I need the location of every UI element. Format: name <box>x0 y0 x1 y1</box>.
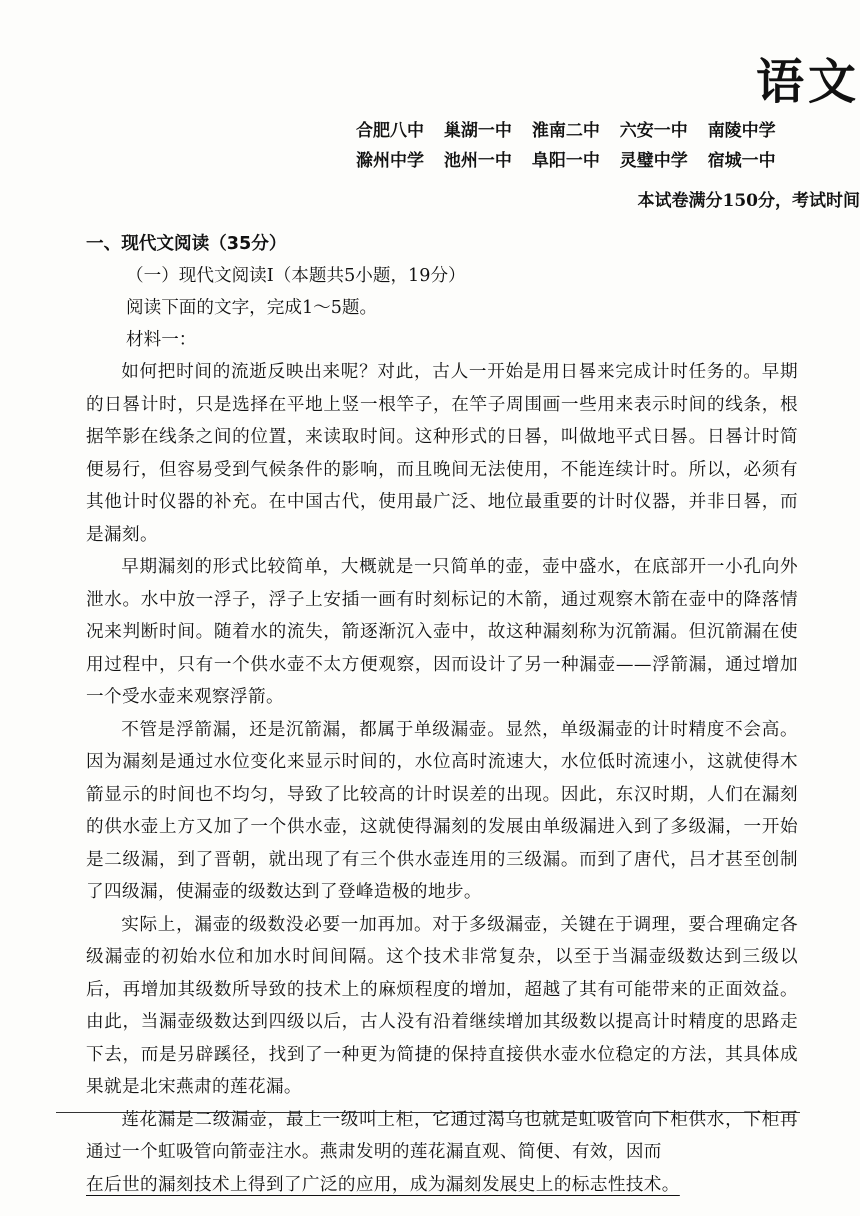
paragraph: 不管是浮箭漏，还是沉箭漏，都属于单级漏壶。显然，单级漏壶的计时精度不会高。因为漏刻是通过水位变化来显示时间的，水位高时流速大，水位低时流速小，这就使得木箭显示的时间也不均匀，导致了比较高的计时误差的出现。因此，东汉时期，人们在漏刻的供水壶上方又加了一个供水壶，这就使得漏刻的发展由单级漏进入到了多级漏，一开始是二级漏，到了晋朝，就出现了有三个供水壶连用的三级漏。而到了唐代，吕才甚至创制了四级漏，使漏壶的级数达到了登峰造极的地步。 <box>86 719 798 902</box>
reading-section <box>86 228 798 1201</box>
school-name: 滁州中学 <box>356 151 424 171</box>
paragraph: 莲花漏是二级漏壶，最上一级叫上柜，它通过渴乌也就是虹吸管向下柜供水，下柜再通过一个虹吸管向箭壶注水。燕肃发明的莲花漏直观、简便、有效，因而 <box>86 1109 798 1162</box>
section-heading: 一、现代文阅读（35分） <box>86 234 287 254</box>
subject-title: 语文 <box>755 54 860 110</box>
school-name: 灵璧中学 <box>619 151 688 171</box>
school-name: 阜阳一中 <box>531 151 600 171</box>
school-name: 南陵中学 <box>707 121 776 141</box>
school-row-1 <box>356 116 860 146</box>
school-row-2 <box>356 146 860 176</box>
school-name: 池州一中 <box>443 151 512 171</box>
subsection-heading: （一）现代文阅读Ⅰ（本题共5小题，19分） <box>126 266 466 286</box>
paragraph: 如何把时间的流逝反映出来呢？对此，古人一开始是用日晷来完成计时任务的。早期的日晷计时，只是选择在平地上竖一根竿子，在竿子周围画一些用来表示时间的线条，根据竿影在线条之间的位置，来读取时间。这种形式的日晷，叫做地平式日晷。日晷计时简便易行，但容易受到气候条件的影响，而且晚间无法使用，不能连续计时。所以，必须有其他计时仪器的补充。在中国古代，使用最广泛、地位最重要的计时仪器，并非日晷，而是漏刻。 <box>86 362 798 545</box>
material-label: 材料一： <box>126 330 197 350</box>
paragraph: 早期漏刻的形式比较简单，大概就是一只简单的壶，壶中盛水，在底部开一小孔向外泄水。水中放一浮子，浮子上安插一画有时刻标记的木箭，通过观察木箭在壶中的降落情况来判断时间。随着水的流失，箭逐渐沉入壶中，故这种漏刻称为沉箭漏。但沉箭漏在使用过程中，只有一个供水壶不太方便观察，因而设计了另一种漏壶——浮箭漏，通过增加一个受水壶来观察浮箭。 <box>86 557 798 707</box>
instruction: 阅读下面的文字，完成1～5题。 <box>126 298 378 318</box>
school-name: 宿城一中 <box>707 151 776 171</box>
divider-line <box>56 1112 800 1113</box>
school-name: 巢湖一中 <box>443 121 512 141</box>
school-name: 六安一中 <box>619 121 688 141</box>
school-list <box>356 116 860 176</box>
paragraph: 实际上，漏壶的级数没必要一加再加。对于多级漏壶，关键在于调理，要合理确定各级漏壶的初始水位和加水时间间隔。这个技术非常复杂，以至于当漏壶级数达到三级以后，再增加其级数所导致的技术上的麻烦程度的增加，超越了其有可能带来的正面效益。由此，当漏壶级数达到四级以后，古人没有沿着继续增加其级数以提高计时精度的思路走下去，而是另辟蹊径，找到了一种更为简捷的保持直接供水壶水位稳定的方法，其具体成果就是北宋燕肃的莲花漏。 <box>86 914 798 1097</box>
school-name: 合肥八中 <box>356 121 424 141</box>
score-info: 本试卷满分150分，考试时间 <box>637 191 860 211</box>
school-name: 淮南二中 <box>531 121 600 141</box>
underlined-line: 在后世的漏刻技术上得到了广泛的应用，成为漏刻发展史上的标志性技术。 <box>86 1174 680 1195</box>
